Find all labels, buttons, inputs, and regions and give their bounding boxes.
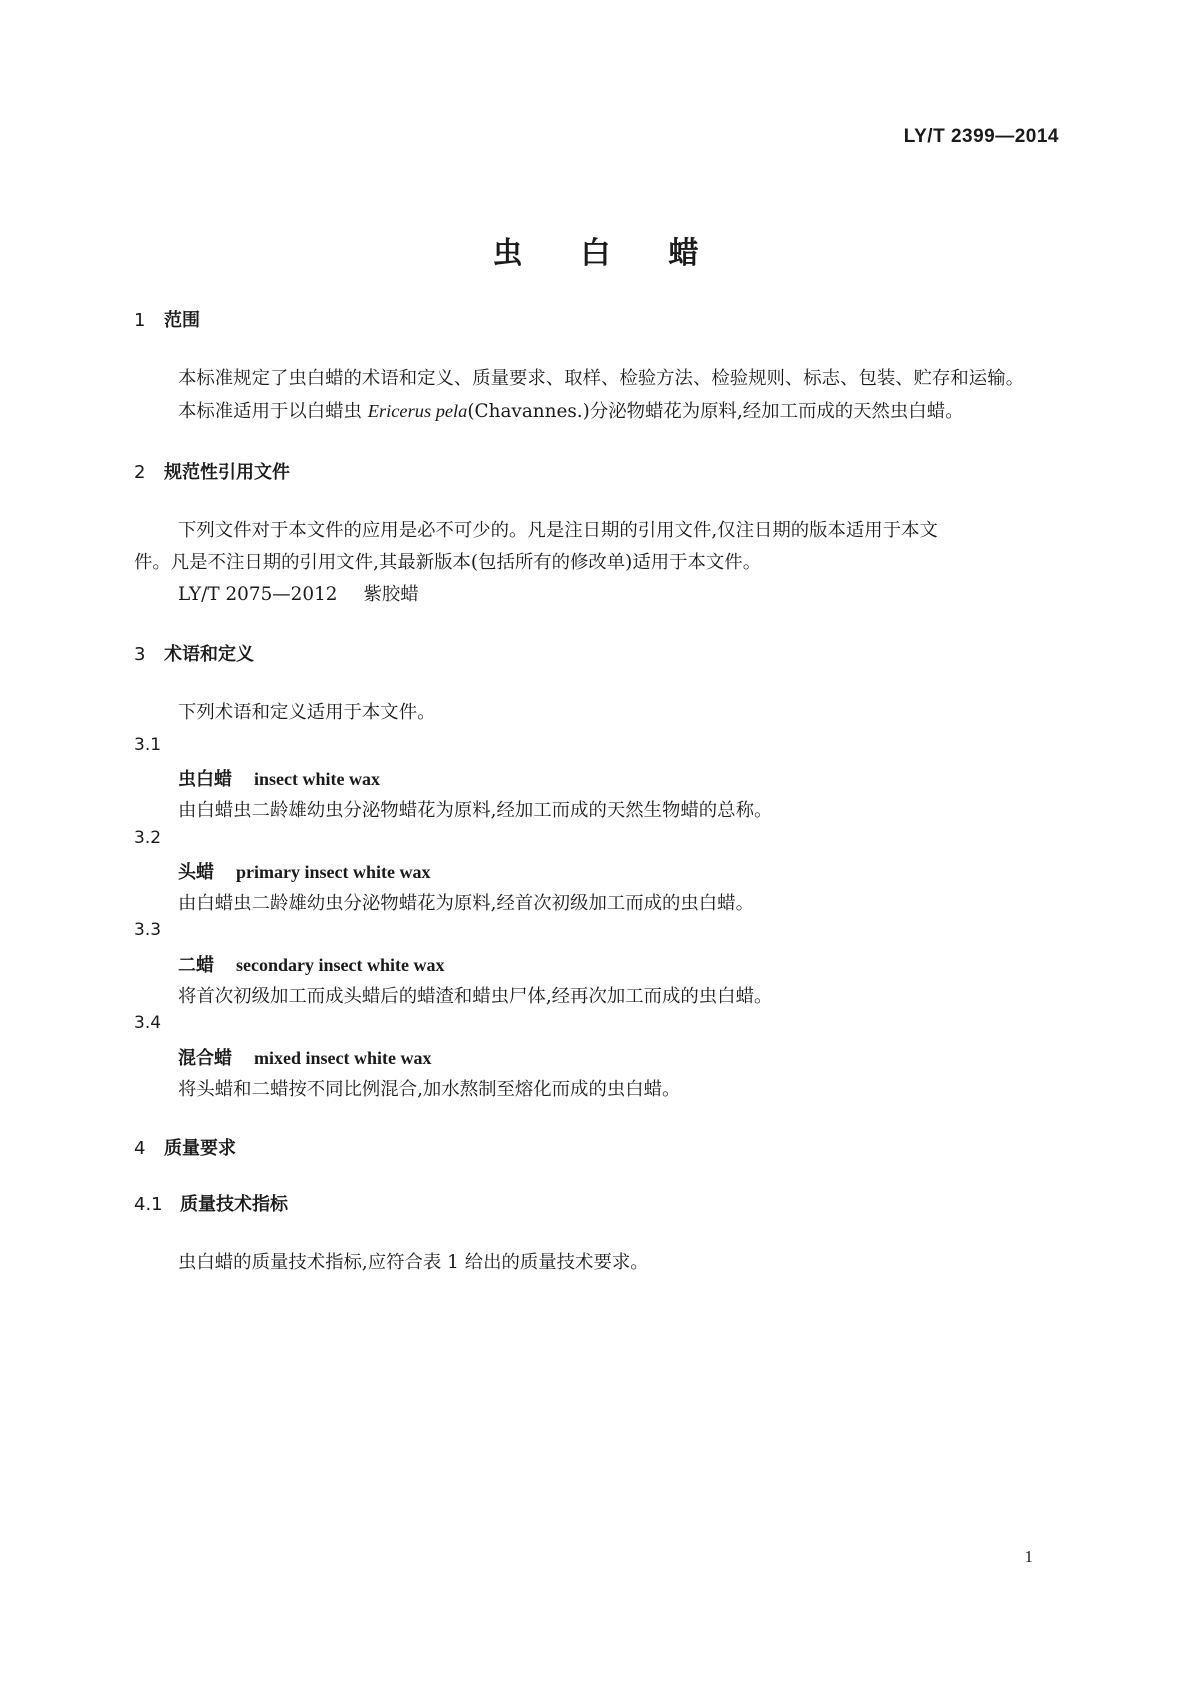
term-definition: 由白蜡虫二龄雄幼虫分泌物蜡花为原料,经加工而成的天然生物蜡的总称。 [178, 800, 773, 821]
scope-p2-before: 本标准适用于以白蜡虫 [178, 401, 368, 422]
species-name: Ericerus pela [367, 401, 468, 421]
term-en: secondary insect white wax [236, 955, 445, 975]
subsection-4-1-title: 质量技术指标 [180, 1194, 288, 1215]
section-2-title: 规范性引用文件 [164, 462, 290, 483]
term-entry [178, 765, 380, 791]
term-definition: 由白蜡虫二龄雄幼虫分泌物蜡花为原料,经首次初级加工而成的虫白蜡。 [178, 893, 754, 914]
scope-paragraph-2 [134, 395, 1102, 428]
section-3-title: 术语和定义 [164, 644, 254, 665]
standard-code: LY/T 2399—2014 [903, 126, 1059, 147]
term-en: mixed insect white wax [254, 1048, 432, 1068]
term-zh: 头蜡 [178, 862, 214, 883]
section-4-number: 4 [134, 1138, 146, 1159]
term-entry [178, 858, 430, 884]
section-2-number: 2 [134, 462, 146, 483]
normative-reference [134, 578, 1102, 611]
document-title: 虫白蜡 [492, 236, 757, 271]
term-zh: 二蜡 [178, 955, 214, 976]
term-number: 3.4 [134, 1013, 162, 1033]
term-number: 3.2 [134, 828, 162, 848]
section-1-heading [134, 306, 200, 332]
term-number: 3.1 [134, 735, 162, 755]
normative-paragraph-line-2: 件。凡是不注日期的引用文件,其最新版本(包括所有的修改单)适用于本文件。 [134, 552, 762, 573]
section-1-title: 范围 [164, 310, 200, 331]
scope-p2-after: (Chavannes.)分泌物蜡花为原料,经加工而成的天然虫白蜡。 [467, 401, 964, 422]
reference-code: LY/T 2075—2012 [178, 584, 338, 605]
subsection-4-1-number: 4.1 [134, 1194, 163, 1215]
section-1-number: 1 [134, 310, 146, 331]
section-4-title: 质量要求 [164, 1138, 236, 1159]
term-definition: 将头蜡和二蜡按不同比例混合,加水熬制至熔化而成的虫白蜡。 [178, 1079, 681, 1100]
page-number: 1 [1024, 1547, 1033, 1566]
section-3-heading [134, 640, 254, 666]
section-3-number: 3 [134, 644, 146, 665]
term-definition: 将首次初级加工而成头蜡后的蜡渣和蜡虫尸体,经再次加工而成的虫白蜡。 [178, 986, 773, 1007]
section-4-heading [134, 1134, 236, 1160]
section-2-heading [134, 458, 290, 484]
term-number: 3.3 [134, 920, 162, 940]
reference-title: 紫胶蜡 [363, 584, 419, 605]
subsection-4-1-heading [134, 1190, 288, 1216]
term-en: insect white wax [254, 769, 380, 789]
term-entry [178, 1044, 431, 1070]
scope-paragraph-1: 本标准规定了虫白蜡的术语和定义、质量要求、取样、检验方法、检验规则、标志、包装、贮存和运输。 [178, 368, 1024, 389]
normative-paragraph-line-1: 下列文件对于本文件的应用是必不可少的。凡是注日期的引用文件,仅注日期的版本适用于本文 [178, 520, 938, 541]
term-zh: 混合蜡 [178, 1048, 232, 1069]
quality-paragraph: 虫白蜡的质量技术指标,应符合表 1 给出的质量技术要求。 [178, 1252, 649, 1273]
term-zh: 虫白蜡 [178, 769, 232, 790]
term-en: primary insect white wax [236, 862, 431, 882]
term-entry [178, 951, 444, 977]
terms-intro: 下列术语和定义适用于本文件。 [178, 702, 436, 723]
